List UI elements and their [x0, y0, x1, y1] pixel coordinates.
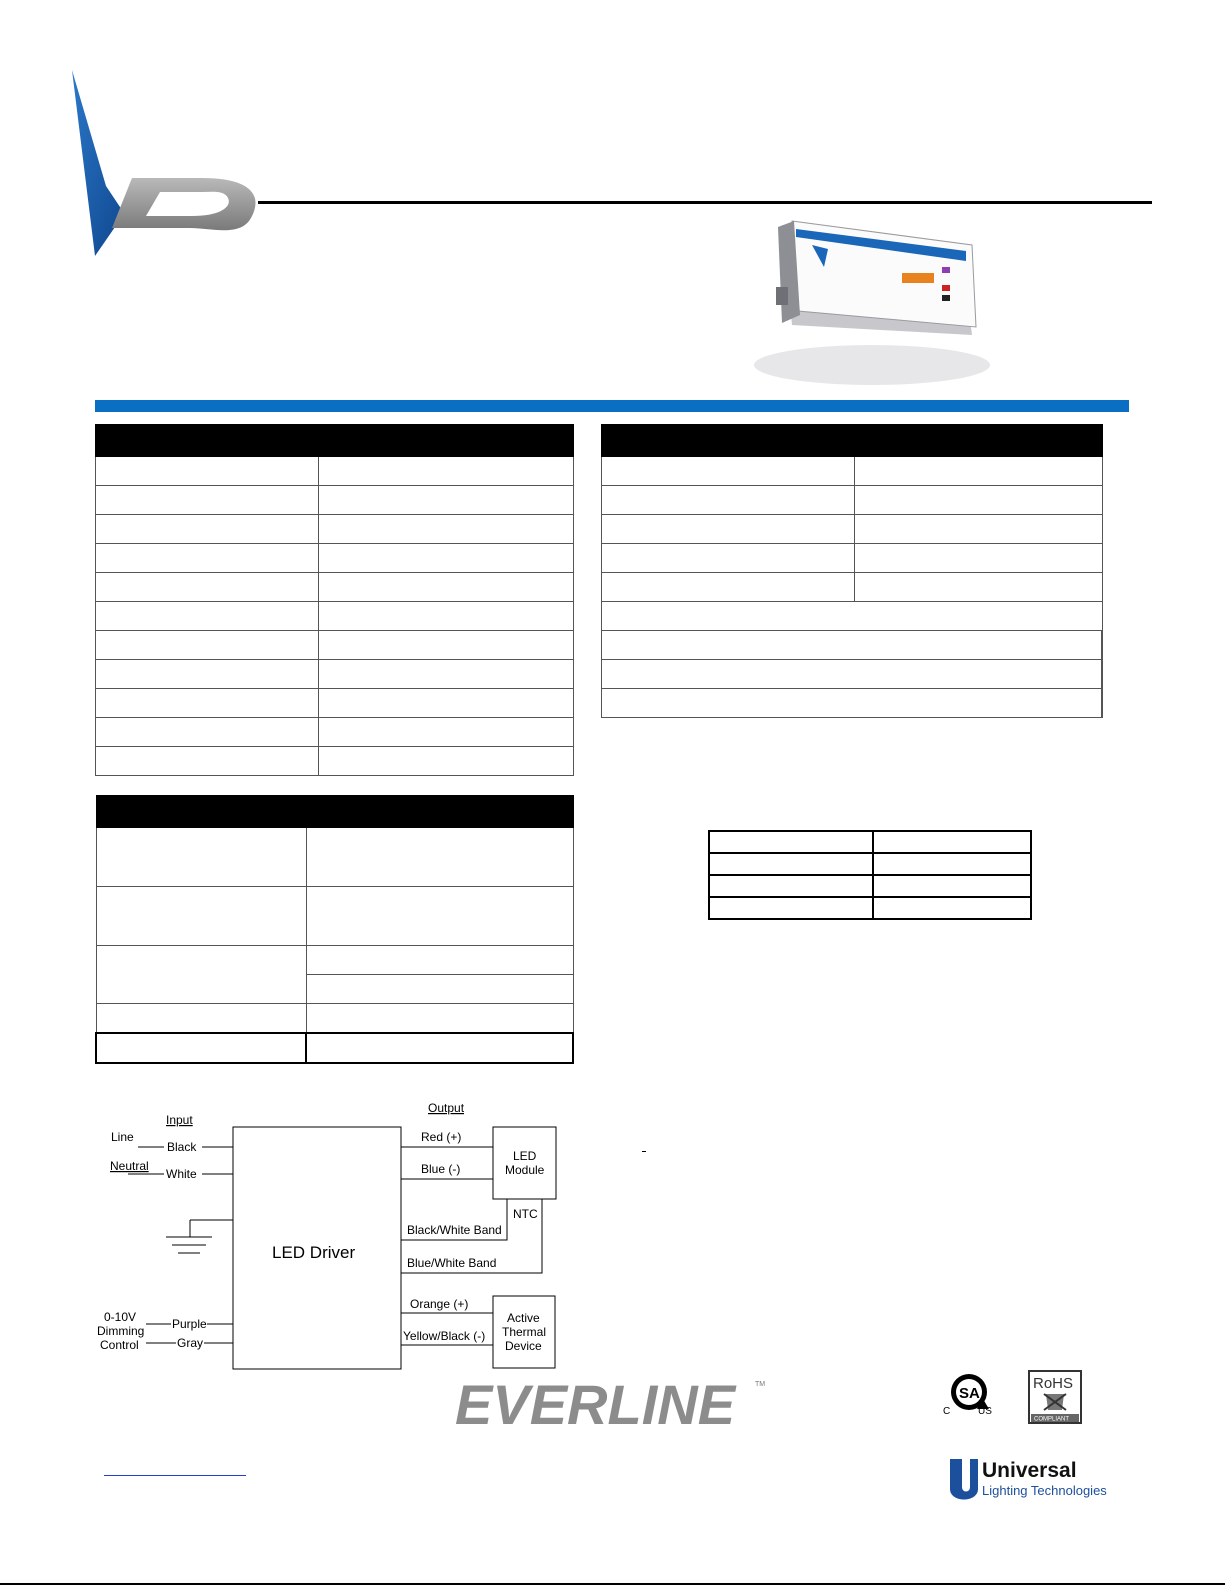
diagram-black-wire: Black: [167, 1140, 197, 1154]
diagram-thermal-1: Active: [507, 1311, 540, 1325]
table-cell: [855, 515, 1103, 544]
diagram-led-module-1: LED: [513, 1149, 537, 1163]
table-cell: [855, 486, 1103, 515]
spec-table-left-bottom: [95, 795, 574, 1064]
diagram-line-label: Line: [111, 1130, 134, 1144]
spec-table-right-top: [601, 424, 1103, 718]
diagram-thermal-2: Thermal: [502, 1325, 547, 1339]
table-header: [96, 425, 574, 457]
table-cell: [96, 660, 319, 689]
diagram-blue-white-band: Blue/White Band: [407, 1256, 497, 1270]
table-cell: [306, 1033, 573, 1063]
table-cell: [602, 515, 855, 544]
table-cell: [873, 875, 1031, 897]
rohs-subtext: COMPLIANT: [1034, 1416, 1070, 1423]
diagram-red-wire: Red (+): [421, 1130, 462, 1144]
table-cell: [1101, 631, 1103, 660]
table-cell: [96, 887, 306, 946]
diagram-input-label: Input: [166, 1113, 193, 1127]
table-cell: [855, 544, 1103, 573]
section-band: [95, 400, 1129, 412]
table-cell: [96, 747, 319, 776]
small-dash: [642, 1151, 646, 1152]
table-cell: [602, 486, 855, 515]
diagram-dimming-1: 0-10V: [104, 1310, 137, 1324]
table-cell: [319, 747, 574, 776]
table-cell: [602, 573, 855, 602]
everline-trademark: TM: [755, 1381, 766, 1388]
table-cell: [96, 689, 319, 718]
diagram-black-white-band: Black/White Band: [407, 1223, 502, 1237]
diagram-neutral-label: Neutral: [110, 1159, 149, 1173]
table-cell: [319, 602, 574, 631]
table-cell: [319, 573, 574, 602]
table-cell: [306, 946, 573, 975]
table-cell: [319, 515, 574, 544]
table-cell: [96, 544, 319, 573]
table-header: [602, 425, 1103, 457]
table-cell: [602, 689, 1102, 718]
table-cell: [873, 853, 1031, 875]
universal-lighting-logo: [948, 1455, 1153, 1503]
table-cell: [602, 660, 1102, 689]
table-cell: [709, 853, 873, 875]
rohs-text: RoHS: [1033, 1375, 1074, 1392]
table-cell: [96, 457, 319, 486]
rohs-compliance-mark: [1028, 1370, 1082, 1424]
diagram-thermal-3: Device: [505, 1339, 542, 1353]
table-cell: [306, 828, 573, 887]
csa-certification-mark: [940, 1367, 1002, 1429]
table-cell: [306, 887, 573, 946]
table-cell: [96, 573, 319, 602]
diagram-yellow-black-wire: Yellow/Black (-): [403, 1329, 486, 1343]
diagram-dimming-3: Control: [100, 1338, 139, 1352]
table-cell: [96, 486, 319, 515]
table-cell: [319, 486, 574, 515]
diagram-dimming-2: Dimming: [97, 1324, 145, 1338]
diagram-led-module-2: Module: [505, 1163, 545, 1177]
table-cell: [319, 718, 574, 747]
table-cell: [319, 457, 574, 486]
diagram-blue-wire: Blue (-): [421, 1162, 461, 1176]
table-cell: [96, 515, 319, 544]
table-cell: [873, 897, 1031, 919]
table-cell: [1101, 660, 1103, 689]
table-cell: [1101, 689, 1103, 718]
table-cell: [96, 1033, 306, 1063]
table-cell: [96, 946, 306, 1004]
csa-mark-text: SA: [959, 1385, 980, 1402]
table-cell: [709, 875, 873, 897]
table-cell: [602, 602, 1103, 631]
everline-logo: [455, 1372, 775, 1434]
diagram-driver-label: LED Driver: [272, 1243, 356, 1262]
table-cell: [96, 718, 319, 747]
product-image: [752, 215, 992, 385]
table-cell: [319, 544, 574, 573]
table-cell: [602, 457, 855, 486]
table-cell: [96, 631, 319, 660]
diagram-purple-wire: Purple: [172, 1317, 207, 1331]
spec-table-small: [708, 830, 1032, 920]
diagram-gray-wire: Gray: [177, 1336, 204, 1350]
table-cell: [855, 457, 1103, 486]
table-cell: [96, 602, 319, 631]
table-cell: [96, 1004, 306, 1034]
csa-country-right: US: [978, 1406, 992, 1417]
table-cell: [306, 1004, 573, 1034]
table-cell: [709, 831, 873, 853]
vd-logo: [62, 66, 267, 266]
table-cell: [873, 831, 1031, 853]
diagram-white-wire: White: [166, 1167, 197, 1181]
table-cell: [602, 544, 855, 573]
table-cell: [855, 573, 1103, 602]
table-cell: [96, 828, 306, 887]
diagram-ntc-label: NTC: [513, 1207, 538, 1221]
table-cell: [602, 631, 1102, 660]
table-cell: [306, 975, 573, 1004]
table-cell: [319, 689, 574, 718]
spec-table-left-top: [95, 424, 574, 776]
wiring-diagram: [80, 1090, 580, 1380]
table-cell: [319, 660, 574, 689]
website-link-underline[interactable]: [104, 1475, 246, 1476]
diagram-orange-wire: Orange (+): [410, 1297, 469, 1311]
table-cell: [319, 631, 574, 660]
csa-country-left: C: [943, 1406, 951, 1417]
ult-tagline: Lighting Technologies: [982, 1483, 1107, 1498]
table-header: [96, 796, 573, 828]
everline-logo-text: EVERLINE: [455, 1373, 736, 1434]
ult-name: Universal: [982, 1459, 1077, 1482]
diagram-output-label: Output: [428, 1101, 465, 1115]
table-cell: [709, 897, 873, 919]
header-rule: [258, 201, 1152, 204]
